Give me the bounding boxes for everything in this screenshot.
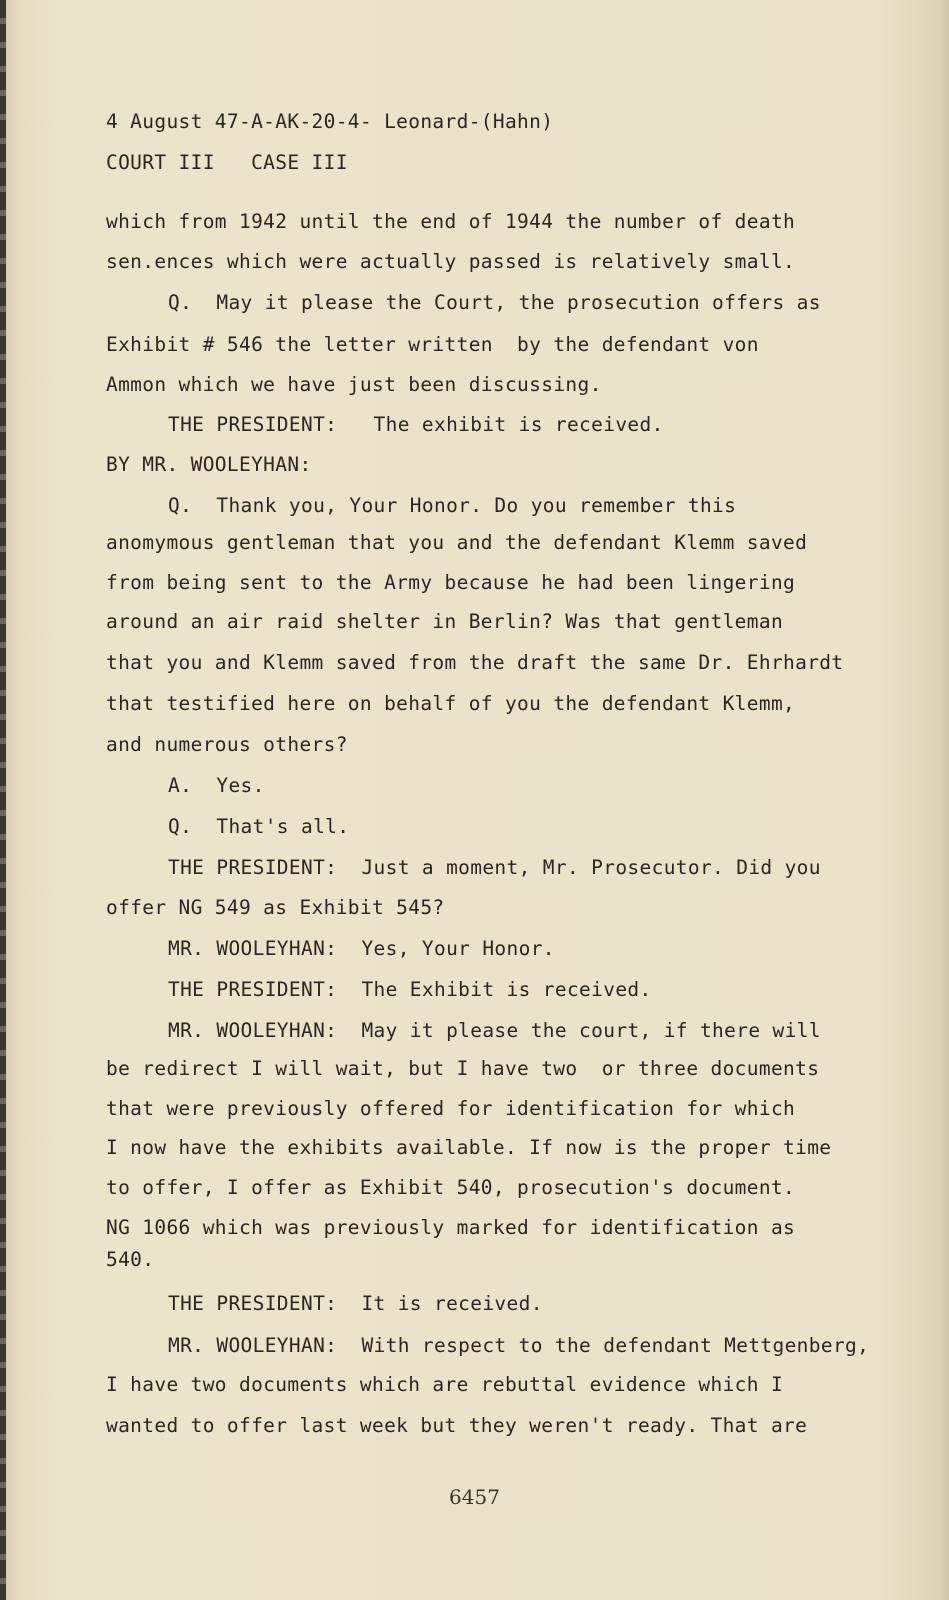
text-line: from being sent to the Army because he had been lingering (106, 571, 796, 594)
text-line: A. Yes. (168, 774, 265, 797)
text-line: THE PRESIDENT: It is received. (168, 1292, 543, 1315)
header-court-line: COURT III CASE III (106, 151, 348, 174)
text-line: MR. WOOLEYHAN: With respect to the defendant Mettgenberg, (168, 1334, 870, 1357)
text-line: I have two documents which are rebuttal evidence which I (106, 1373, 784, 1396)
text-line: I now have the exhibits available. If now is the proper time (106, 1136, 832, 1159)
text-line: that testified here on behalf of you the defendant Klemm, (106, 692, 796, 715)
text-line: BY MR. WOOLEYHAN: (106, 453, 312, 476)
text-line: THE PRESIDENT: The exhibit is received. (168, 413, 664, 436)
text-line: Q. Thank you, Your Honor. Do you remember this (168, 494, 737, 517)
text-line: Ammon which we have just been discussing. (106, 373, 602, 396)
text-line: which from 1942 until the end of 1944 the number of death (106, 210, 796, 233)
text-line: offer NG 549 as Exhibit 545? (106, 896, 445, 919)
text-line: NG 1066 which was previously marked for identification as (106, 1216, 796, 1239)
binding-edge (0, 0, 6, 1600)
text-line: THE PRESIDENT: The Exhibit is received. (168, 978, 652, 1001)
text-line: THE PRESIDENT: Just a moment, Mr. Prosecutor. Did you (168, 856, 821, 879)
text-line: Q. That's all. (168, 815, 350, 838)
text-line: anomymous gentleman that you and the defendant Klemm saved (106, 531, 808, 554)
text-line: that you and Klemm saved from the draft the same Dr. Ehrhardt (106, 651, 844, 674)
text-line: Exhibit # 546 the letter written by the defendant von (106, 333, 759, 356)
header-date-line: 4 August 47-A-AK-20-4- Leonard-(Hahn) (106, 110, 554, 133)
page-number: 6457 (449, 1485, 500, 1509)
text-line: that were previously offered for identification for which (106, 1097, 796, 1120)
text-line: 540. (106, 1248, 155, 1271)
text-line: Q. May it please the Court, the prosecution offers as (168, 291, 821, 314)
text-line: and numerous others? (106, 733, 348, 756)
text-line: sen.ences which were actually passed is relatively small. (106, 250, 796, 273)
text-line: to offer, I offer as Exhibit 540, prosecution's document. (106, 1176, 796, 1199)
text-line: MR. WOOLEYHAN: Yes, Your Honor. (168, 937, 555, 960)
text-line: MR. WOOLEYHAN: May it please the court, if there will (168, 1019, 821, 1042)
text-line: be redirect I will wait, but I have two or three documents (106, 1057, 820, 1080)
text-line: wanted to offer last week but they weren't ready. That are (106, 1414, 808, 1437)
text-line: around an air raid shelter in Berlin? Was that gentleman (106, 610, 784, 633)
